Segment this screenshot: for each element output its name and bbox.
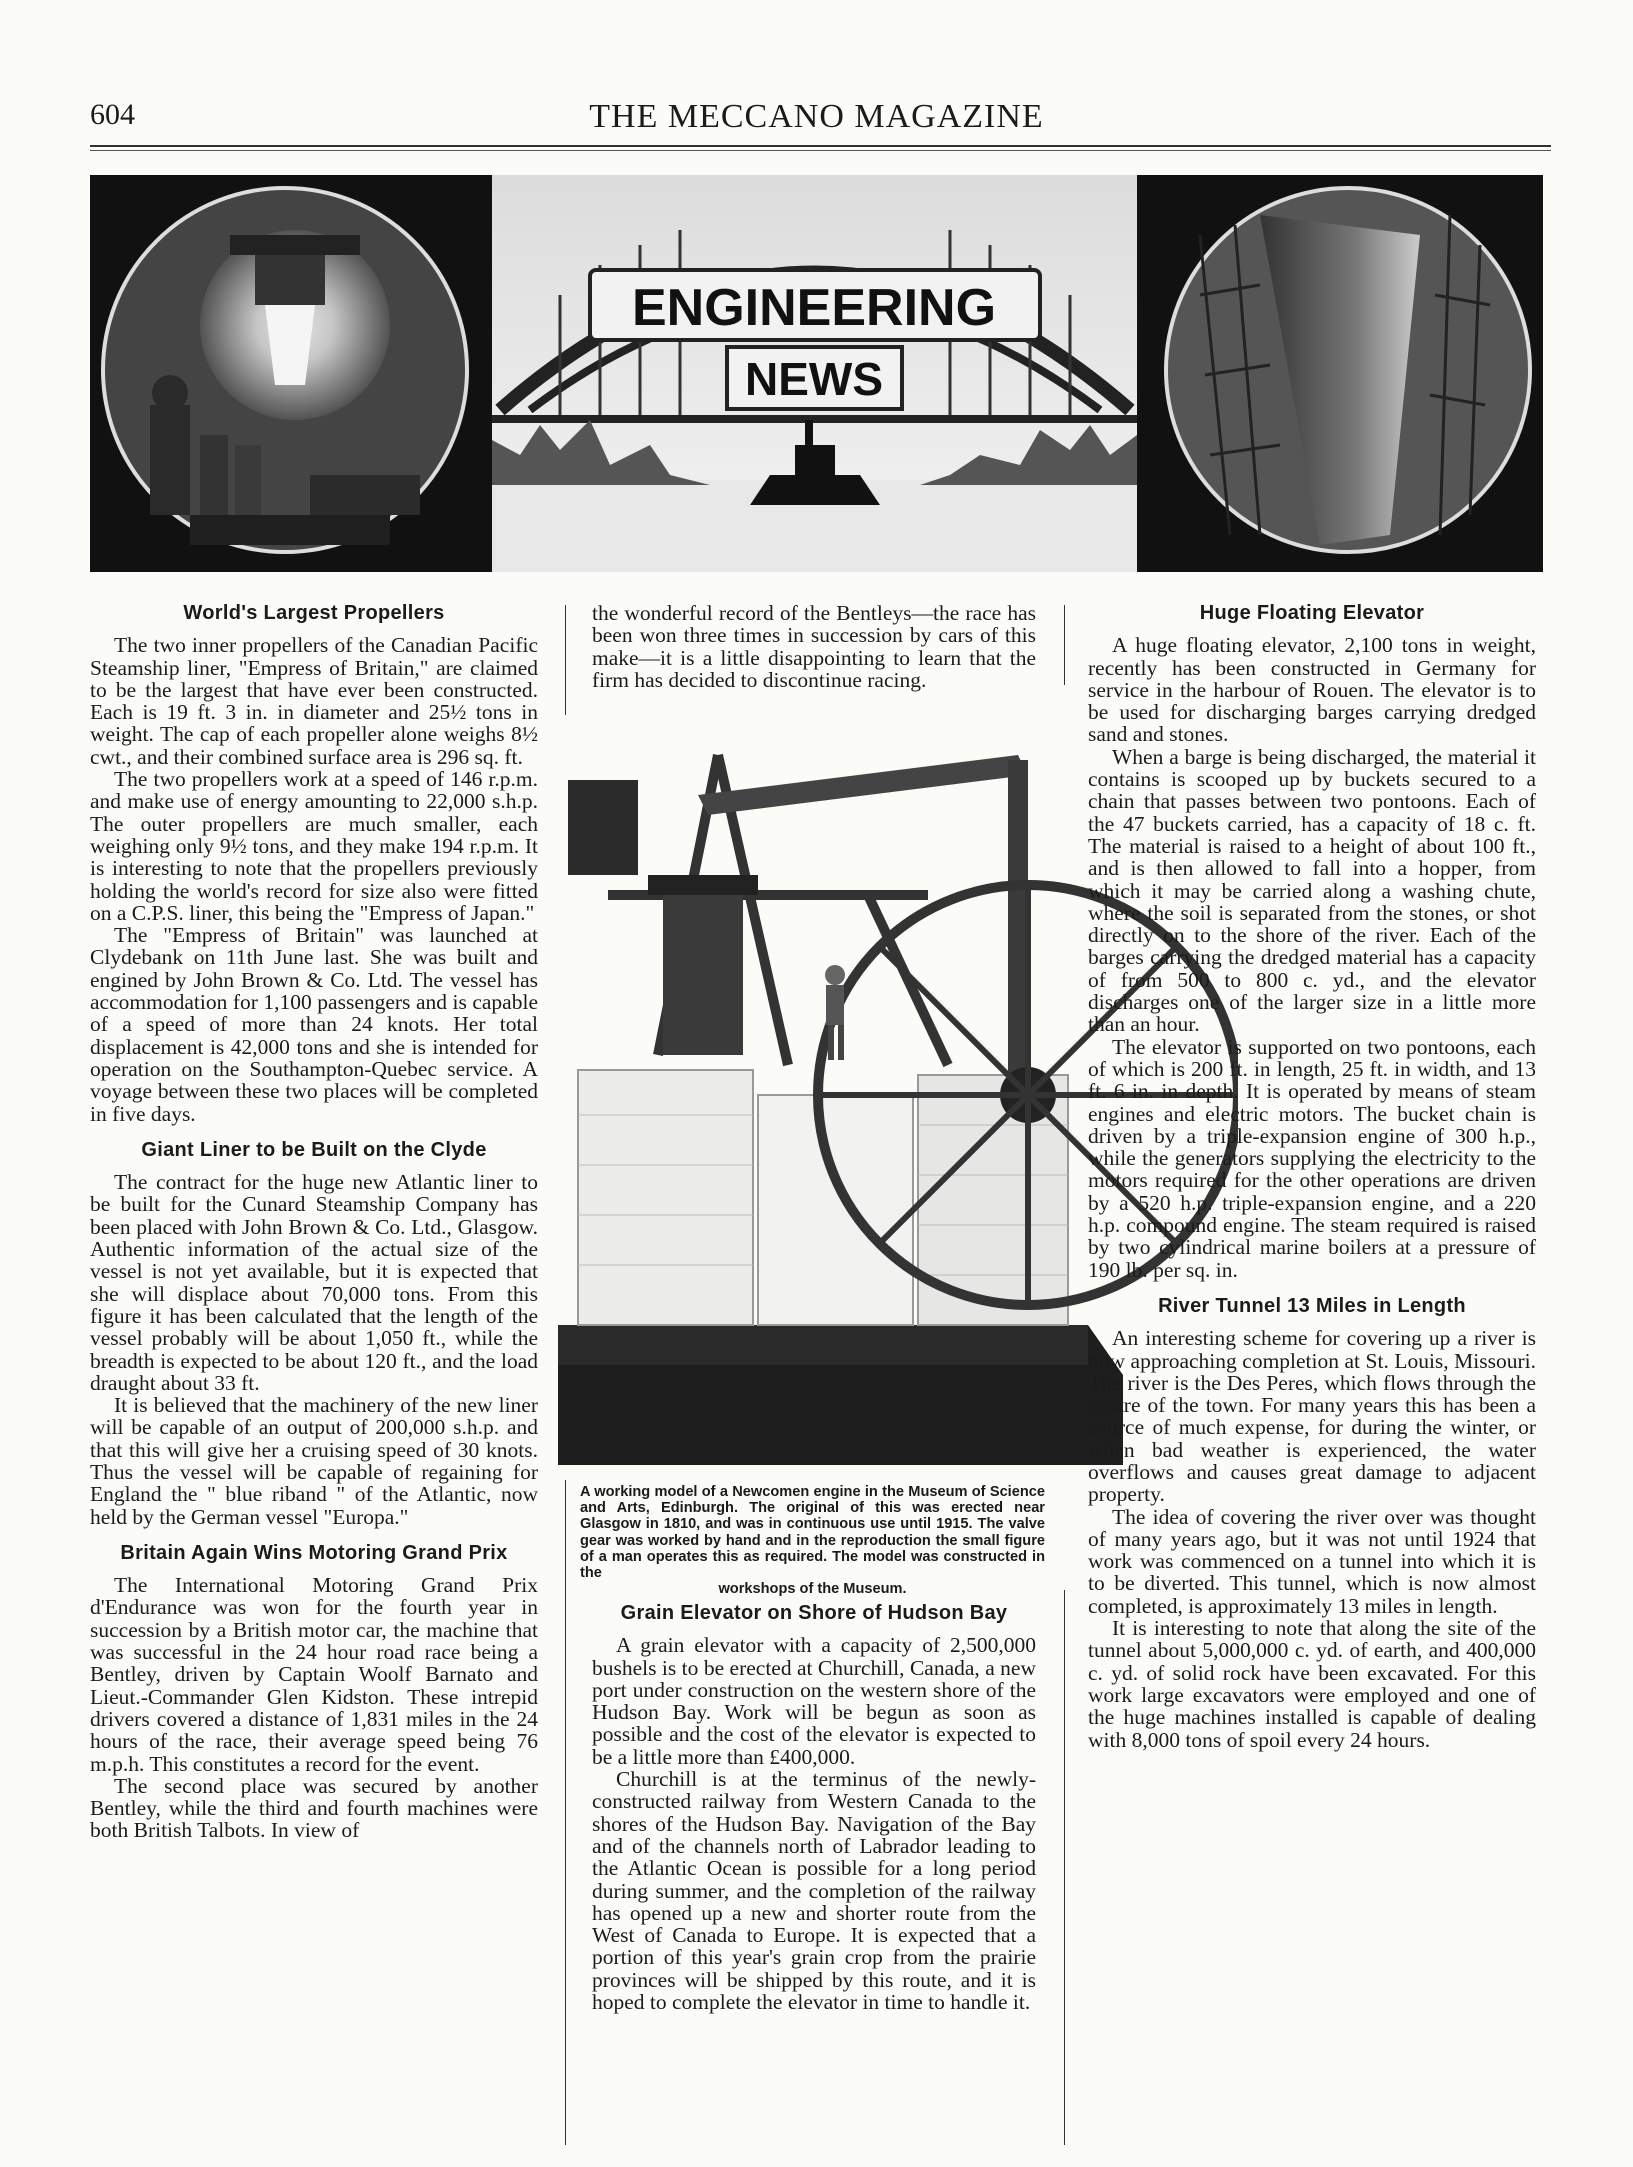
paragraph: The contract for the huge new Atlantic liner to be built for the Cunard Steamship Company has been placed with John Brown & Co. Ltd., Glasgow. Authentic information of the actual size of the vessel is not yet available, but it is expected that she will displace about 70,000 tons. From this figure it has been calculated that the length of the vessel probably will be about 1,050 ft., while the breadth is expected to be about 120 ft., and the load draught about 33 ft. [90,1170,538,1395]
paragraph: The idea of covering the river over was thought of many years ago, but it was not until 1924 that work was commenced on a tunnel into which it is to be diverted. This tunnel, which is now almost completed, is approximately 13 miles in length. [1088,1504,1536,1618]
header-rule-thin [90,150,1551,151]
column-3 [1088,602,1536,1751]
heading-grain-elevator: Grain Elevator on Shore of Hudson Bay [620,1602,1008,1624]
column-2-top [592,602,1036,691]
paragraph: It is believed that the machinery of the new liner will be capable of an output of 200,000 s.h.p. and that this will give her a cruising speed of 30 knots. Thus the vessel will be capable of regaining for England the " blue riband " of the Atlantic, now held by the German vessel "Europa." [90,1393,538,1529]
paragraph: the wonderful record of the Bentleys—the race has been won three times in succession by cars of this make—it is a little disappointing to learn that the firm has decided to discontinue racing. [592,601,1036,692]
column-rule-left-lower [565,1480,566,2145]
column-2-bottom [592,1602,1036,2013]
paragraph: The "Empress of Britain" was launched at Clydebank on 11th June last. She was built and engined by John Brown & Co. Ltd. The vessel has accommodation for 1,100 passengers and is capable of a speed of more than 24 knots. Her total displacement is 42,000 tons and she is intended for operation on the Southampton-Quebec service. A voyage between these two places will be completed in five days. [90,923,538,1126]
column-rule-right-lower [1064,1590,1065,2145]
paragraph: The second place was secured by another Bentley, while the third and fourth machines were both British Talbots. In view of [90,1773,538,1843]
column-rule-left [565,605,566,715]
heading-floating-elevator: Huge Floating Elevator [1199,602,1425,624]
paragraph: It is interesting to note that along the site of the tunnel about 5,000,000 c. yd. of earth, and 400,000 c. yd. of solid rock have been excavated. For this work large excavators were employed and one of the huge machines installed is capable of dealing with 8,000 tons of spoil every 24 hours. [1088,1616,1536,1752]
paragraph: When a barge is being discharged, the material it contains is scooped up by buckets secured to a chain that passes between two pontoons. Each of the 47 buckets carried, has a capacity of 18 c. ft. The material is raised to a height of about 100 ft., and is then allowed to fall into a hopper, from which it may be carried along a washing chute, where the soil is separated from the stones, or shot directly on to the shore of the river. Each of the barges carrying the dredged material has a capacity of from 500 to 800 c. yd., and the elevator discharges one of the larger size in a little more than an hour. [1088,744,1536,1037]
paragraph: An interesting scheme for covering up a river is now approaching completion at St. Louis, Missouri. The river is the Des Peres, which flows through the centre of the town. For many years this has been a source of much expense, for during the winter, or when bad weather is experienced, the water overflows and causes great damage to adjacent property. [1088,1326,1536,1507]
running-head [90,98,1543,138]
paragraph: The elevator is supported on two pontoons, each of which is 200 ft. in length, 25 ft. in width, and 13 ft. 6 in. in depth. It is operated by means of steam engines and electric motors. The bucket chain is driven by a triple-expansion engine of 300 h.p., while the generators supplying the electricity to the motors required for the other operations are driven by a 520 h.p. triple-expansion engine, and a 220 h.p. compound engine. The steam required is raised by two cylindrical marine boilers at a pressure of 190 lb. per sq. in. [1088,1034,1536,1282]
heading-giant-liner: Giant Liner to be Built on the Clyde [141,1138,487,1161]
figure-caption [580,1484,1045,1597]
paragraph: A huge floating elevator, 2,100 tons in weight, recently has been constructed in Germany for service in the harbour of Rouen. The elevator is to be used for discharging barges carrying dredged sand and stones. [1088,633,1536,747]
paragraph: The two inner propellers of the Canadian Pacific Steamship liner, "Empress of Britain," are claimed to be the largest that have ever been constructed. Each is 19 ft. 3 in. in diameter and 25½ tons in weight. The cap of each propeller alone weighs 8½ cwt., and their combined surface area is 296 sq. ft. [90,633,538,769]
banner-title-engineering: ENGINEERING [631,279,997,337]
foundry-roundel [103,188,467,552]
page-number: 604 [90,98,135,131]
heading-motoring-grand-prix: Britain Again Wins Motoring Grand Prix [120,1541,508,1564]
shipyard-roundel [1166,188,1530,552]
heading-worlds-largest-propellers: World's Largest Propellers [183,602,445,624]
banner-title-news: NEWS [745,353,883,405]
paragraph: A grain elevator with a capacity of 2,500,000 bushels is to be erected at Churchill, Canada, a new port under construction on the western shore of the Hudson Bay. Work will be begun as soon as possible and the cost of the elevator is expected to be a little more than £400,000. [592,1633,1036,1769]
paragraph: Churchill is at the terminus of the newly-constructed railway from Western Canada to the shores of the Hudson Bay. Navigation of the Bay and of the channels north of Labrador leading to the Atlantic Ocean is possible for a long period during summer, and the completion of the railway has opened up a new and shorter route from the West of Canada to Europe. It is expected that a portion of this year's grain crop from the prairie provinces will be shipped by this route, and it is hoped to complete the elevator in time to handle it. [592,1767,1036,2015]
heading-river-tunnel: River Tunnel 13 Miles in Length [1158,1294,1466,1317]
bridge-panel [492,175,1137,572]
header-rule [90,145,1551,147]
caption-text: A working model of a Newcomen engine in the Museum of Science and Arts, Edinburgh. The original of this was erected near Glasgow in 1810, and was in continuous use until 1915. The valve gear was worked by hand and in the reproduction the small figure of a man operates this as required. The model was constructed in the [580,1484,1045,1582]
paragraph: The two propellers work at a speed of 146 r.p.m. and make use of energy amounting to 22,000 s.h.p. The outer propellers are much smaller, each weighing only 9½ tons, and they make 194 r.p.m. It is interesting to note that the propellers previously holding the world's record for size also were fitted on a C.P.S. liner, this being the "Empress of Japan." [90,767,538,925]
banner-illustration [90,175,1543,572]
paragraph: The International Motoring Grand Prix d'Endurance was won for the fourth year in succession by a British motor car, the machine that was successful in the 24 hour road race being a Bentley, driven by Captain Woolf Barnato and Lieut.-Commander Glen Kidston. These intrepid drivers covered a distance of 1,831 miles in the 24 hours of the race, their average speed being 76 m.p.h. This constitutes a record for the event. [90,1573,538,1776]
column-rule-right [1064,605,1065,685]
column-1 [90,602,538,1842]
caption-last-line: workshops of the Museum. [718,1581,907,1598]
engineering-news-banner [90,175,1543,572]
magazine-title: THE MECCANO MAGAZINE [589,98,1044,135]
